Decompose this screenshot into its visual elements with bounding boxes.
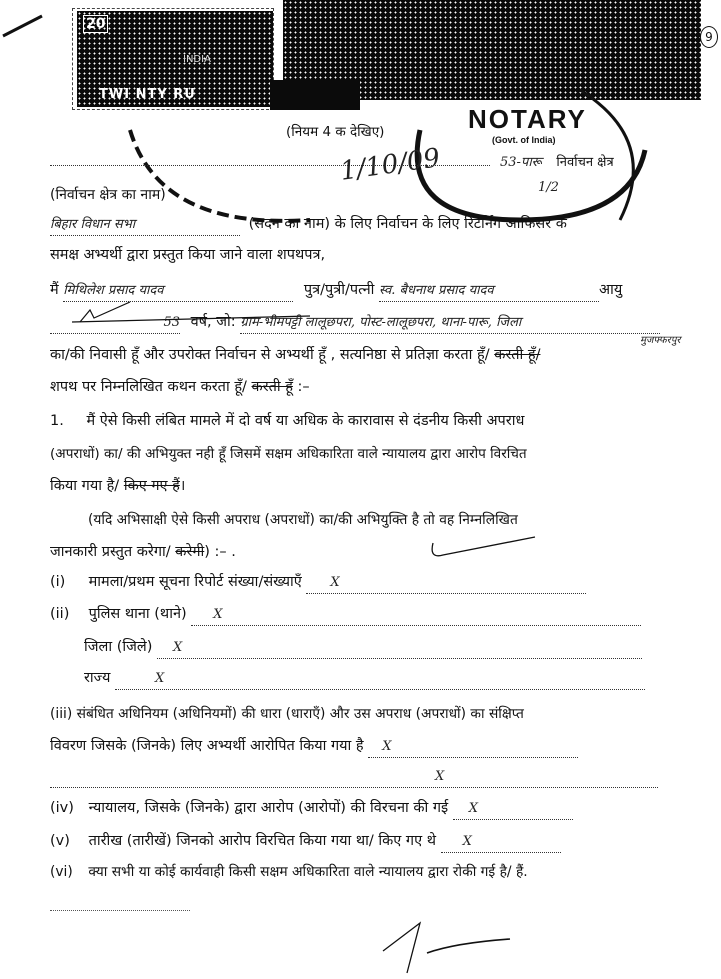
item-iv [50,798,573,820]
candidate-line-3 [50,345,540,365]
pen-stroke-mark [0,10,50,40]
item-iii-field-2: X [50,767,658,788]
item-iii-text-2: विवरण जिसके (जिनके) लिए अभ्यर्थी आरोपित किया गया है [50,738,364,754]
clause-1-text-3: किया गया है/ [50,478,120,494]
handwritten-date: 1/10/09 [338,143,442,187]
item-i-label: मामला/प्रथम सूचना रिपोर्ट संख्या/संख्याएँ [88,574,302,590]
item-iii-line-3 [50,766,658,788]
clause-1-note-1: (यदि अभिसाक्षी ऐसे किसी अपराध (अपराधों) का/की अभियुक्ति है तो वह निम्नलिखित [88,512,518,528]
item-ii-label: पुलिस थाना (थाने) [88,606,187,622]
age-field: 53 [50,313,180,334]
item-iii-field-1: X [368,737,578,758]
item-v [50,831,561,853]
clause-1-struck-3: किए गए हैं [123,478,180,494]
clause-1-line-1 [50,411,524,431]
candidate-line-4 [50,377,310,397]
item-ii-number: (ii) [50,606,70,622]
item-district [84,637,642,659]
stamp-denomination: 20 [83,15,108,33]
rule-reference: (नियम 4 क देखिए) [286,124,385,140]
stamp-text: TWI NTY RU [99,87,196,102]
age-suffix: वर्ष, जो: [190,314,236,330]
item-iii-line-1 [50,704,524,724]
item-ii-field: X [191,605,641,626]
age-label: आयु [599,282,623,298]
page-number-value: 9 [705,30,713,44]
item-iv-label: न्यायालय, जिसके (जिनके) द्वारा आरोप (आरोपों) की विरचना की गई [88,800,449,816]
clause-1-number: 1. [50,413,64,429]
candidate-line-1 [50,280,622,302]
item-district-label: जिला (जिले) [84,639,153,655]
candidate-line-2 [50,312,660,334]
clause-1-line-2: (अपराधों) का/ की अभियुक्त नही हूँ जिसमें सक्षम अधिकारिता वाले न्यायालय द्वारा आरोप विरचित [50,446,527,462]
clause-1-note-2-end: ) :– . [204,544,236,560]
candidate-name-field: मिथिलेश प्रसाद यादव [63,281,293,302]
relation-label: पुत्र/पुत्री/पत्नी [303,282,375,298]
item-i-field: X [306,573,586,594]
item-v-field: X [441,832,561,853]
candidate-line-3-text: का/की निवासी हूँ और उपरोक्त निर्वाचन से अभ्यर्थी हूँ , सत्यनिष्ठा से प्रतिज्ञा करता हूँ/ [50,347,490,363]
item-iii-text-1: संबंधित अधिनियम (अधिनियमों) की धारा (धाराएँ) और उस अपराध (अपराधों) का संक्षिप्त [76,706,524,722]
item-v-label: तारीख (तारीखें) जिनको आरोप विरचित किया गया था/ किए गए थे [88,833,436,849]
district-note: मुजफ्फरपुर [640,335,681,346]
constituency-name: 53-पारू [500,155,542,170]
clause-1-text-1: मैं ऐसे किसी लंबित मामले में दो वर्ष या अधिक के कारावास से दंडनीय किसी अपराध [86,413,525,429]
clause-1-note-2-text: जानकारी प्रस्तुत करेगा/ [50,544,171,560]
notary-fraction: 1/2 [538,180,559,195]
stamp-country: INDIA [183,54,211,65]
item-iii-number: (iii) [50,706,73,722]
item-v-number: (v) [50,833,70,849]
intro-line-2: समक्ष अभ्यर्थी द्वारा प्रस्तुत किया जाने वाला शपथपत्र, [50,247,326,263]
pen-tick-mark [425,535,545,565]
constituency-label: (निर्वाचन क्षेत्र का नाम) [50,187,166,203]
notary-title: NOTARY [468,104,587,134]
item-iv-number: (iv) [50,800,74,816]
clause-1-end-3: । [179,478,186,494]
house-name-field: बिहार विधान सभा [50,215,240,236]
signature [375,915,525,977]
candidate-line-4-end: :– [297,379,310,395]
item-vi-number: (vi) [50,864,73,880]
address-field: ग्राम-भीमपट्टी लालूछपरा, पोस्ट-लालूछपरा, थाना-पारू, जिला [240,313,660,334]
clause-1-note-2-struck: करेगी [175,544,205,560]
item-vi-field [50,910,190,911]
item-iii-line-2 [50,736,578,758]
item-district-field: X [157,638,642,659]
candidate-line-4-text: शपथ पर निम्नलिखित कथन करता हूँ/ [50,379,247,395]
item-i [50,572,586,594]
page-number [700,26,718,48]
candidate-line-3-struck: करती हूँ/ [494,347,541,363]
father-name-field: स्व. बैधनाथ प्रसाद यादव [379,281,599,302]
item-ii [50,604,641,626]
constituency-value [500,152,614,173]
item-state-label: राज्य [84,670,111,686]
candidate-line-4-struck: करती हूँ [251,379,293,395]
constituency-suffix: निर्वाचन क्षेत्र [556,155,614,170]
item-iv-field: X [453,799,573,820]
candidate-prefix: मैं [50,282,59,298]
intro-line-1-text: (सदन का नाम) के लिए निर्वाचन के लिए रिटर्निंग आफिसर के [248,216,567,232]
intro-line-1 [50,214,567,236]
item-state-field: X [115,669,645,690]
notary-subtitle: (Govt. of India) [492,135,556,145]
clause-1-note-2 [50,542,236,562]
item-state [84,668,645,690]
item-i-number: (i) [50,574,66,590]
clause-1-line-3 [50,476,185,496]
item-vi-label: क्या सभी या कोई कार्यवाही किसी सक्षम अधिकारिता वाले न्यायालय द्वारा रोकी गई है/ हैं. [88,864,528,880]
item-vi [50,862,528,882]
